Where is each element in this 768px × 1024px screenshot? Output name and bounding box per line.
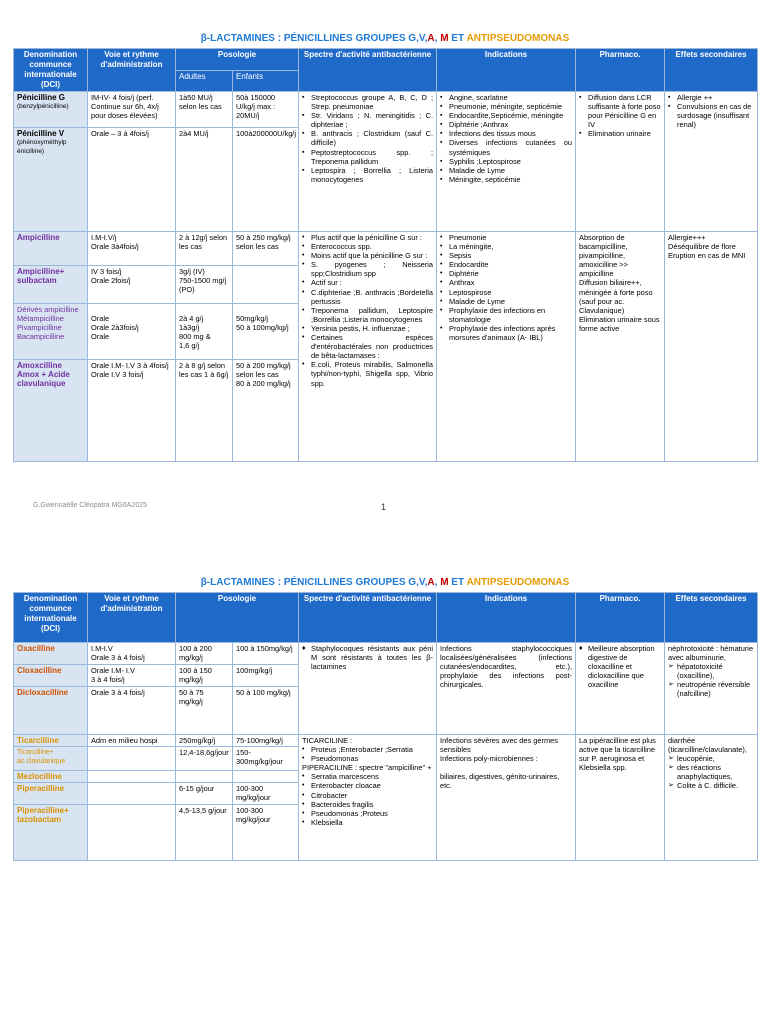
adult-penicilline-g: 1à50 MU/j selon les cas: [176, 92, 233, 128]
voie-ticarcilline-clav: [88, 747, 176, 771]
dci-amoxicilline: [14, 360, 88, 462]
effets-gv: [665, 92, 758, 232]
enf-amoxicilline: 50 à 200 mg/kg/j selon les cas 80 à 200 mg/kg/j: [233, 360, 299, 462]
list-item: • E.coli, Proteus mirabilis, Salmonella typhi/non-typhi, Shigella spp, Vibrio spp.: [302, 360, 433, 387]
dci-piperacilline: [14, 783, 88, 805]
dci-cloxacilline: [14, 665, 88, 687]
voie-cloxacilline: Orale I.M- I.V 3 à 4 fois/j: [88, 665, 176, 687]
indications-m: Infections staphylococciques localisées/généralisées (infections cutanées/endocardites, etc.), prophylaxie des infections post-chirurgicales.: [437, 643, 576, 735]
enf-ampicilline: 50 à 250 mg/kg/j selon les cas: [233, 232, 299, 266]
header-posologie: Posologie: [176, 49, 299, 71]
header-enfants: Enfants: [233, 70, 299, 92]
effets-a: Allergie+++ Déséquilibre de flore Eruption en cas de MNI: [665, 232, 758, 462]
footer-author: G.Gwennaëlle Cléopatra MG6A2025: [33, 502, 148, 509]
voie-dicloxacilline: Orale 3 à 4 fois/j: [88, 687, 176, 735]
list-item: ▪ Pneumonie, méningite, septicémie: [440, 102, 572, 111]
header-adultes: Adultes: [176, 70, 233, 92]
list-item: ▪ Peptostreptococcus spp. ; Treponema pallidum: [302, 148, 433, 166]
dci-ampicilline: [14, 232, 88, 266]
list-item: ▪ Méningite, septicémie: [440, 175, 572, 184]
list-item: ▪ Allergie ++: [668, 93, 754, 102]
dci-oxacilline: [14, 643, 88, 665]
drug-name: Ticarcilline+ ac.clavulanique: [17, 749, 66, 766]
drug-name: Dicloxacilline: [17, 688, 69, 697]
spectre-gv: [299, 92, 437, 232]
dci-ticarcilline-clav: [14, 747, 88, 771]
spectre-title: TICARCILINE :: [302, 736, 353, 745]
drug-name: Dérivés ampicilline: [17, 305, 79, 314]
drug-name: Ticarcilline: [17, 736, 59, 745]
adult-ticarcilline: 250mg/kg/j: [176, 735, 233, 747]
drug-name: Oxacilline: [17, 644, 55, 653]
voie-mezlocilline: [88, 771, 176, 783]
list-item: • La méningite,: [440, 242, 572, 251]
list-item: • Prophylaxie des infections après morsures d'animaux (A- IBL): [440, 324, 572, 342]
list-item: • Enterobacter cloacae: [302, 781, 433, 790]
header-posologie: Posologie: [176, 593, 299, 643]
list-item: ▪ Endocardite,Septicémie, méningite: [440, 111, 572, 120]
list-item: • Prophylaxie des infections en stomatologie: [440, 306, 572, 324]
list-item: ▪ Maladie de Lyme: [440, 166, 572, 175]
page-1-title: [13, 30, 757, 48]
list-item: ▪ B. anthracis ; Clostridium (sauf C. difficile): [302, 129, 433, 147]
title-et: ET: [448, 577, 467, 588]
list-item: ▪ Diverses infections cutanées ou systémiques: [440, 138, 572, 156]
title-main: β-LACTAMINES : PÉNICILLINES GROUPES G,V,: [200, 33, 428, 44]
header-dci: Denomination communce internationale (DCI): [14, 49, 88, 92]
list-item: ➢ Colite à C. difficile.: [668, 781, 754, 790]
table-page-2: [13, 592, 758, 861]
drug-subname: (benzylpénicilline): [17, 103, 69, 111]
voie-penicilline-v: Orale – 3 à 4fois/j: [88, 128, 176, 232]
enf-oxacilline: 100 à 150mg/kg/j: [233, 643, 299, 665]
dci-derives-ampicilline: [14, 304, 88, 360]
list-item: • Endocardite: [440, 260, 572, 269]
enf-piperacilline: 100-300 mg/kg/jour: [233, 783, 299, 805]
list-item: ▪ Diffusion dans LCR suffisante à forte poso pour Pénicilline G en IV: [579, 93, 661, 129]
list-item: • Enterococcus spp.: [302, 242, 433, 251]
title-anti: ANTIPSEUDOMONAS: [466, 33, 570, 44]
spectre-anti: [299, 735, 437, 861]
list-item: • Treponema pallidum, Leptospire ;Borrellia ;Listeria monocytogenes: [302, 306, 433, 324]
page-1-section: [13, 30, 757, 462]
list-item: • Anthrax: [440, 278, 572, 287]
list-item: ➢ neutropénie réversible (nafcilline): [668, 680, 754, 698]
list-item: • Klebsiella: [302, 818, 433, 827]
list-item: • Actif sur :: [302, 278, 433, 287]
drug-name: Pénicilline V: [17, 129, 65, 138]
voie-ticarcilline: Adm en milieu hospi: [88, 735, 176, 747]
list-item: ➢ leucopénie,: [668, 754, 754, 763]
list-item: ▪ Elimination urinaire: [579, 129, 661, 138]
header-voie: Voie et rythme d'administration: [88, 593, 176, 643]
list-item: ▪ Str. Viridans ; N. meningitidis ; C. diphteriae ;: [302, 111, 433, 129]
list-item: • Pneumonie: [440, 233, 572, 242]
pharmaco-gv: [576, 92, 665, 232]
list-item: ♦ Staphylocoques résistants aux péni M sont résistants à toutes les β-lactamines: [302, 644, 433, 671]
drug-name: Pénicilline G: [17, 93, 66, 102]
drug-name: Piperacilline: [17, 784, 65, 794]
list-item: • Serratia marcescens: [302, 772, 433, 781]
dci-mezlocilline: [14, 771, 88, 783]
spectre-a: [299, 232, 437, 462]
adult-piperacilline-tazo: 4,5-13,5 g/jour: [176, 805, 233, 861]
voie-ampicilline-sulbactam: IV 3 fois/j Orale 2fois/j: [88, 266, 176, 304]
list-item: ♦ Meilleure absorption digestive de cloxacilline et dicloxacilline que oxacilline: [579, 644, 661, 689]
adult-ticarcilline-clav: 12,4-18,6g/jour: [176, 747, 233, 771]
enf-ticarcilline-clav: 150-300mg/kg/jour: [233, 747, 299, 771]
drug-subname: (phénoxyméthylp énicilline): [17, 139, 67, 156]
list-item: • Proteus ;Enterobacter ;Serratia: [302, 745, 433, 754]
page-2-title: [13, 574, 757, 592]
list-item: ▪ Convulsions en cas de surdosage (insuffisant renal): [668, 102, 754, 129]
dci-dicloxacilline: [14, 687, 88, 735]
list-item: • Diphtérie: [440, 269, 572, 278]
title-m: M: [440, 577, 449, 588]
effets-anti: [665, 735, 758, 861]
list-item: • Bacteroides fragilis: [302, 800, 433, 809]
indications-gv: [437, 92, 576, 232]
adult-penicilline-v: 2à4 MU/j: [176, 128, 233, 232]
list-item: • Plus actif que la pénicilline G sur :: [302, 233, 433, 242]
list-item: ▪ Leptospira ; Borrellia ; Listeria monocytogenes: [302, 166, 433, 184]
list-item: ▪ Infections des tissus mous: [440, 129, 572, 138]
header-pharmaco: Pharmaco.: [576, 49, 665, 92]
list-item: • Citrobacter: [302, 791, 433, 800]
adult-cloxacilline: 100 à 150 mg/kg/j: [176, 665, 233, 687]
enf-mezlocilline: [233, 771, 299, 783]
title-sep: ,: [434, 33, 441, 44]
dci-ampicilline-sulbactam: [14, 266, 88, 304]
adult-derives: 2à 4 g/j 1à3g/j 800 mg & 1,6 g/j: [176, 304, 233, 360]
table-page-1: [13, 48, 758, 462]
indications-anti: Infections sévères avec des germes sensibles Infections poly-microbiennes : biliaires, digestives, génito-urinaires, etc.: [437, 735, 576, 861]
list-item: • Pseudomonas: [302, 754, 433, 763]
enf-penicilline-g: 50à 150000 U/kg/j max : 20MU/j: [233, 92, 299, 128]
list-item: ▪ Streptococcus groupe A, B, C, D ; Strep. pneumoniae: [302, 93, 433, 111]
list-item: • Pseudomonas ;Proteus: [302, 809, 433, 818]
pharmaco-m: [576, 643, 665, 735]
voie-derives: Orale Orale 2à3fois/j Orale: [88, 304, 176, 360]
title-a: A: [427, 33, 435, 44]
title-sep: ,: [434, 577, 441, 588]
list-item: • S. pyogenes ; Neisseria spp;Clostridium spp: [302, 260, 433, 278]
adult-ampicilline: 2 à 12g/j selon les cas: [176, 232, 233, 266]
effets-intro: diarrhée (ticarcilline/clavulanate),: [668, 736, 747, 755]
dci-penicilline-g: [14, 92, 88, 128]
drug-name: Bacampicilline: [17, 332, 65, 342]
header-indications: Indications: [437, 593, 576, 643]
title-anti: ANTIPSEUDOMONAS: [466, 577, 570, 588]
adult-piperacilline: 6-15 g/jour: [176, 783, 233, 805]
page-2-section: [13, 574, 757, 861]
drug-name: Métampicilline: [17, 314, 64, 324]
list-item: ▪ Syphilis ;Leptospirose: [440, 157, 572, 166]
spectre-title: PIPERACILINE : spectre "ampicilline" +: [302, 763, 432, 773]
drug-name: Ampicilline: [17, 233, 60, 242]
enf-ampicilline-sulbactam: [233, 266, 299, 304]
title-main: β-LACTAMINES : PÉNICILLINES GROUPES G,V,: [200, 577, 428, 588]
enf-penicilline-v: 100à200000U/kg/j: [233, 128, 299, 232]
header-effets: Effets secondaires: [665, 49, 758, 92]
dci-piperacilline-tazo: [14, 805, 88, 861]
title-a: A: [427, 577, 435, 588]
effets-intro: néphrotoxicité : hématurie avec albuminurie,: [668, 644, 754, 663]
list-item: • C.diphteriae ;B. anthracis ;Bordetella pertussis: [302, 288, 433, 306]
header-voie: Voie et rythme d'administration: [88, 49, 176, 92]
header-spectre: Spectre d'activité antibactérienne: [299, 49, 437, 92]
list-item: ▪ Diphtérie ;Anthrax: [440, 120, 572, 129]
adult-amoxicilline: 2 à 8 g/j selon les cas 1 à 6g/j: [176, 360, 233, 462]
adult-ampicilline-sulbactam: 3g/j (IV) 750-1500 mg/j (PO): [176, 266, 233, 304]
header-effets: Effets secondaires: [665, 593, 758, 643]
drug-name: Piperacilline+ tazobactam: [17, 806, 69, 825]
dci-ticarcilline: [14, 735, 88, 747]
list-item: • Maladie de Lyme: [440, 297, 572, 306]
enf-derives: 50mg/kg/j 50 à 100mg/kg/j: [233, 304, 299, 360]
enf-dicloxacilline: 50 à 100 mg/kg/j: [233, 687, 299, 735]
list-item: ➢ hépatotoxicité (oxacilline),: [668, 662, 754, 680]
adult-mezlocilline: [176, 771, 233, 783]
header-spectre: Spectre d'activité antibactérienne: [299, 593, 437, 643]
title-m: M: [440, 33, 449, 44]
pharmaco-a: Absorption de bacampicilline, pivampicilline, amoxicilline >> ampicilline Diffusion biliaire++, méningée à forte poso (sauf pour ac. Clavulanique) Elimination urinaire sous forme active: [576, 232, 665, 462]
list-item: • Certaines espèces d'entérobactérales non productrices de bêta-lactamases :: [302, 333, 433, 360]
drug-name: Pivampicilline: [17, 323, 62, 333]
indications-a: [437, 232, 576, 462]
voie-oxacilline: I.M-I.V Orale 3 à 4 fois/j: [88, 643, 176, 665]
adult-oxacilline: 100 à 200 mg/kg/j: [176, 643, 233, 665]
title-et: ET: [448, 33, 467, 44]
drug-name: Amoxcilline Amox + Acide clavulanique: [17, 361, 70, 389]
drug-name: Mezlocilline: [17, 772, 62, 782]
list-item: ▪ Angine, scarlatine: [440, 93, 572, 102]
header-dci: Denomination communce internationale (DCI): [14, 593, 88, 643]
enf-cloxacilline: 100mg/kg/j: [233, 665, 299, 687]
drug-name: Cloxacilline: [17, 666, 62, 675]
list-item: • Leptospirose: [440, 288, 572, 297]
spectre-m: [299, 643, 437, 735]
drug-name: Ampicilline+ sulbactam: [17, 267, 65, 286]
pharmaco-anti: La pipéracilline est plus active que la ticarcilline sur P. aeruginosa et Klebsiella spp.: [576, 735, 665, 861]
voie-amoxicilline: Orale I.M- I.V 3 à 4fois/j Orale I.V 3 fois/j: [88, 360, 176, 462]
list-item: • Moins actif que la pénicilline G sur :: [302, 251, 433, 260]
list-item: • Sepsis: [440, 251, 572, 260]
enf-piperacilline-tazo: 100-300 mg/kg/jour: [233, 805, 299, 861]
voie-ampicilline: I.M-I.V/j Orale 3à4fois/j: [88, 232, 176, 266]
list-item: ➢ des réactions anaphylactiques,: [668, 763, 754, 781]
voie-piperacilline: [88, 783, 176, 805]
page-number: 1: [381, 502, 387, 512]
adult-dicloxacilline: 50 à 75 mg/kg/j: [176, 687, 233, 735]
dci-penicilline-v: [14, 128, 88, 232]
list-item: • Yersinia pestis, H. influenzae ;: [302, 324, 433, 333]
voie-penicilline-g: IM-IV- 4 fois/j (perf. Continue sur 6h, 4x/j pour doses élevées): [88, 92, 176, 128]
header-indications: Indications: [437, 49, 576, 92]
header-pharmaco: Pharmaco.: [576, 593, 665, 643]
effets-m: [665, 643, 758, 735]
voie-piperacilline-tazo: [88, 805, 176, 861]
enf-ticarcilline: 75-100mg/kg/j: [233, 735, 299, 747]
